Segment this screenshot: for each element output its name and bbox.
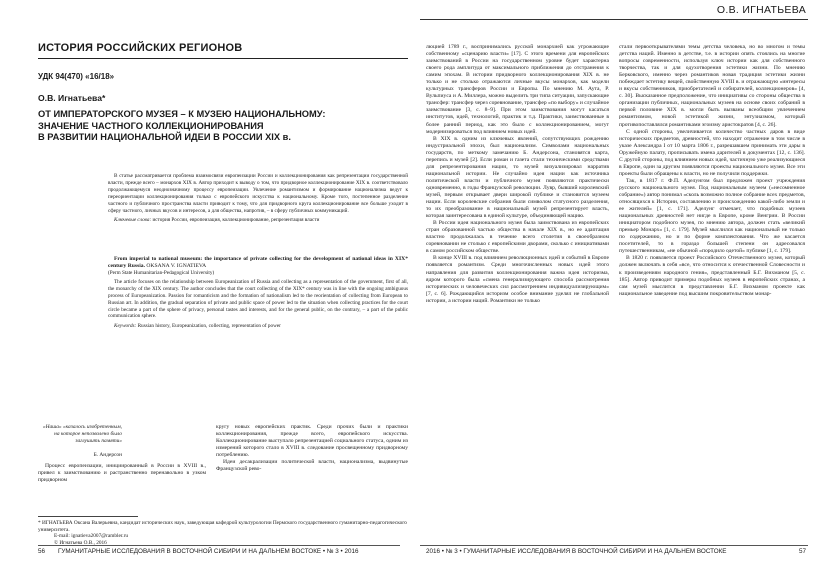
paragraph: стали первооткрывателями темы детства человека, но во многом и темы детства наций. Именно в детстве, т.е. в истории опять стоялись на многие вопросы современности, используя ключ истории как для собственного творчества, так и для одухотворения эстетики жизни. По мнению Берковского, именно через романтиков новая традиция эстетики жизни побеждает эстетику вещей, свойственную XVIII в. и отражающую «интересы и вкусы собственников, приобретателей и собирателей, коллекционеров» [4, с. 30]. Высказанное предположение, что инициативы со стороны общества в организации публичных, национальных музеев на основе своих собраний в первой половине XIX в. могли быть вызваны всеобщим увлечением романтизмом, новой эстетикой жизни, энтузиазмом, который противопоставлялся романтиками эгоизму аристократов [4, с. 26]. — [619, 44, 805, 128]
section-divider — [38, 58, 408, 59]
paragraph: Так, в 1817 г. Ф.П. Аделунгом был предложен проект учреждения русского национального музея. Под национальным музеем («несомненное собрание») автор понимал «сколь возможно полное собрание всех предметов, относящихся к Истории, составлению и происхождению какой-либо земли и ее жителей» [1, с. 171]. Аделунг отмечает, что подобных музеев национальных древностей нет нигде в Европе, кроме Венгрии. В России инициатором подобного музея, по мнению автора, должен стать «великий премьер Монарх» [1, с. 179]. Музей мыслился как национальный не только по содержанию, но и по форме комплектования. Что же касается посетителей, то в гораздо большей степени он адресовался путешественникам, «не обычной «породило одетой» публике [1, с. 179]. — [619, 177, 805, 255]
article-title-line: ОТ ИМПЕРАТОРСКОГО МУЗЕЯ – К МУЗЕЮ НАЦИОНАЛЬНОМУ: — [38, 109, 326, 119]
english-title — [108, 256, 408, 270]
footer-journal-left: ГУМАНИТАРНЫЕ ИССЛЕДОВАНИЯ В ВОСТОЧНОЙ СИБИРИ И НА ДАЛЬНЕМ ВОСТОКЕ • № 3 • 2016 — [58, 548, 359, 555]
paragraph: кругу новых европейских практик. Среди прочих были и практики коллекционирования, прежде всего, европейского искусства. Коллекционирование выступало репрезентацией социального статуса, одним из измерений которого стало в XVIII в. следование просвещенному придворному потреблению. — [216, 424, 408, 459]
epigraph-text: «Наша» «казалось изобретенным, на которое непозволено было заглушить памяти» — [42, 424, 122, 444]
english-title-text: From imperial to national museum: the importance of private collecting for the development of national ideas in XIX* century Russia. — [108, 256, 408, 269]
body-column-1a — [38, 463, 206, 484]
footer-divider-left — [38, 545, 400, 546]
paragraph: В XIX в. одним из ключевых явлений, сопутствующих рождению индустриальной эпохи, был национализм. Символами национальных государств, по меткому замечанию Б. Андерсона, становятся карта, перепись и музей [2]. Если роман и газета стали техническими средствами для репрезентирования нации, то музей визуализировал нарратив национальной истории. Не случайно идея нации как источника политической власти и публичного музея появляются практически одновременно, в годы Французской революции. Лувр, бывший королевский музей, первым открывает двери широкой публике и становится музеем нации. Если королевские собрания были символом статусного разделения, то их преобразование в национальный музей репрезентирует власть, которая заинтересована в единой культуре, объединяющей нацию. — [426, 135, 609, 220]
footnote-line: * ИГНАТЬЕВА Оксана Валерьевна, кандидат исторических наук, заведующая кафедрой культурологии Пермского государственного гуманитарно-педагогического университета. — [38, 520, 407, 533]
article-title-line: ЗНАЧЕНИЕ ЧАСТНОГО КОЛЛЕКЦИОНИРОВАНИЯ — [38, 120, 264, 131]
keywords-ru — [108, 217, 408, 224]
epigraph-attribution: Б. Андерсон — [93, 452, 122, 458]
paragraph: люцией 1789 г., воспринимались русской монархией как угрожающие собственному «сценарию власти» [17]. С этого времени для европейских заимствований в России на государственном уровне будет характерна своего рода амплитуда от максимального приближения до отстранения к самим эпохам. В истории придворного коллекционирования XIX в. не только и не столько отражаются личные вкусы монархов, как модели культурных трансферов России и Европы. По мнению М. Аута, Р. Вульпиуса и А. Миллера, можно выделить три типа ситуации, запускающие трансфер: трансфер через соревнование, трансфер «по выбору» и случайное заимствование [3, с. 8–9]. При этом заимствования могут касаться институтов, идей, технологий, практик и т.д. Практики, заимствованные в более ранний период, как это было с коллекционированием, могут модернизироваться под влиянием новых идей. — [426, 44, 610, 135]
footer-divider-right — [420, 545, 808, 546]
running-head-right: О.В. ИГНАТЬЕВА — [716, 4, 806, 16]
article-author: О.В. Игнатьева* — [38, 93, 106, 103]
body-column-1b — [216, 424, 408, 473]
footer-page-number-left: 56 — [38, 548, 46, 555]
keywords-en-label: Keywords: — [114, 323, 137, 330]
abstract-en-text: The article focuses on the relationship between Europeanization of Russia and collecting as a representation of the government, first of all, the monarchy of the XIX century. The author concludes that the court collecting of the XIX* century was in line with the ongoing ambiguous process of Europeanization. Passion for romanticism and the formation of nationalism led to the reorientation of collecting from European to Russian art. In addition, the gradual separation of private and public space of power led to the situation when collecting practices for the court circle became a part of the sphere of privacy, personal tastes and interests, and for the general public, on the contrary, – a part of the public communication sphere. — [108, 278, 408, 320]
keywords-ru-text: история России, европеизация, коллекционирование, репрезентация власти — [152, 217, 320, 224]
footnote-copyright: © Игнатьева О.В., 2016 — [54, 539, 107, 546]
paragraph: Процесс европеизации, инициированный в России в XVIII в., привел к заимствованию и растранственно перенавольно в узком придворном — [38, 463, 206, 484]
abstract-ru — [108, 173, 408, 224]
footnote-divider — [38, 516, 138, 517]
paragraph: Идеи десакрализации политической власти, национализма, выдвинутые Французской рево- — [216, 459, 408, 473]
footer-journal-right: 2016 • № 3 • ГУМАНИТАРНЫЕ ИССЛЕДОВАНИЯ В ВОСТОЧНОЙ СИБИРИ И НА ДАЛЬНЕМ ВОСТОКЕ — [426, 548, 727, 555]
body-column-3 — [619, 44, 805, 298]
paragraph: В конце XVIII в. под влиянием революционных идей и событий в Европе появляется романтизм. Среди многочисленных новых идей этого направления для развития коллекционирования важна идея историзма, ядром которого была «смена генерализирующего способа рассмотрения исторических и человеческих сил рассмотрением индивидуализирующим» [7, с. 6]. Рождающийся историзм особое внимание уделял не глобальной истории, а истории наций. Романтики не только — [426, 255, 609, 304]
body-column-2 — [426, 44, 609, 305]
udk-code: УДК 94(470) «16/18» — [38, 72, 115, 81]
paragraph: В России идея национального музея была заимствована из европейских стран образованной частью общества в начале XIX в., но ее адаптация властно продолжалась в течение всего столетия в своеобразном соревновании не столько с европейскими дворами, сколько с инициативами в самом российском обществе. — [426, 220, 609, 255]
english-organization: (Perm State Humanitarian-Pedagogical University) — [108, 270, 215, 276]
paragraph: С одной стороны, увеличивается количество частных даров в виде исторических предметов, древностей, что находит отражение в том числе в указе Александра I от 10 марта 1806 г., разрешавшем принимать эти дары в Оружейную палату, прописывать имена дарителей в документах [12, с. 136]. С другой стороны, под влиянием новых идей, частичную уже реализующиеся в Европе, один за другим появляются проекты национального музея. Все эти проекты были обращены к власти, но не получили поддержки. — [619, 128, 805, 177]
keywords-en — [108, 323, 408, 330]
abstract-en — [108, 256, 408, 330]
article-title-line: В РАЗВИТИИ НАЦИОНАЛЬНОЙ ИДЕИ В РОССИИ XIX в. — [38, 132, 291, 142]
abstract-ru-text: В статье рассматривается проблема взаимосвязи европеизации России и коллекционирования как репрезентации государственной власти, прежде всего – монархов XIX в. Автор приходит к выводу о том, что придворное коллекционирование XIX в. соответствовало продолжающемуся неоднозначному процессу европеизации. Увлечение романтизмом и формирование национализма ведут к переориентации коллекционирования только с европейского искусства к национальному. Кроме того, постепенное разделение частного и публичного пространства власти приводит к тому, что для придворного круга коллекционирование все больше уходит в сферу частного, личных вкусов и интересов, а для общества, напротив, – в сферу публичных коммуникаций. — [108, 173, 408, 214]
english-author: OKSANA V. IGNATIEVA — [146, 263, 207, 269]
paragraph: В 1820 г. появляется проект Российского Отечественного музея, который должен включать в себя «все, что относится к отечественной Словесности и к произведениям народного гения», представленный Б.Г. Вихманом [5, с. 185]. Автор приводит примеры подобных музеев в европейских странах, а сам музей мыслится в представлении Б.Г. Вихманом проекте как национальное заведение под высшим покровительством монар- — [619, 255, 805, 297]
footer-page-number-right: 57 — [798, 548, 806, 555]
section-heading: ИСТОРИЯ РОССИЙСКИХ РЕГИОНОВ — [38, 42, 243, 54]
footnote-email: E-mail: ignatieva2007@rambler.ru — [54, 533, 129, 539]
keywords-en-text: Russian history, Europeanization, collecting, representation of power — [137, 323, 281, 330]
header-divider — [420, 19, 808, 20]
footnote — [38, 520, 408, 546]
article-title — [38, 109, 408, 144]
keywords-ru-label: Ключевые слова: — [114, 217, 152, 224]
